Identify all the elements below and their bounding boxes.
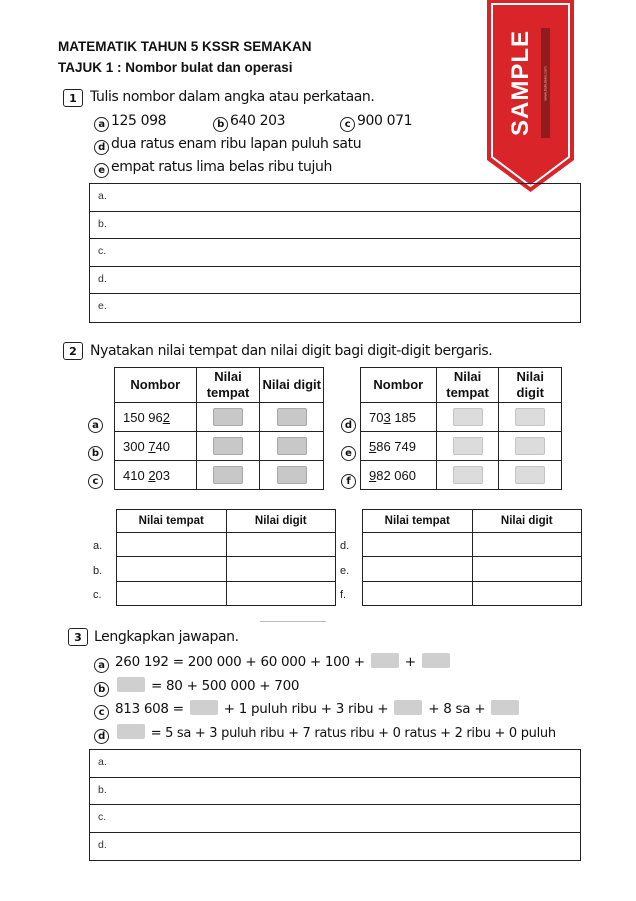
q2-table-right <box>360 367 562 490</box>
ribbon-strip: www.bukuteks.com <box>541 28 550 138</box>
answer-cell[interactable] <box>472 533 581 557</box>
letter-d-circle: d <box>94 140 109 155</box>
q3-item-d <box>94 724 556 744</box>
table-row <box>115 432 324 461</box>
q3-a-text: 260 192 = 200 000 + 60 000 + 100 + <box>115 654 365 670</box>
q3-c-text-1: 813 608 = <box>115 701 184 717</box>
answer-cell[interactable] <box>363 581 473 605</box>
blank-box[interactable] <box>371 653 399 668</box>
answer-header-nilai-digit: Nilai digit <box>226 510 335 533</box>
question-1-instruction: Tulis nombor dalam angka atau perkataan. <box>90 89 375 105</box>
worksheet-header <box>58 38 312 77</box>
question-2-instruction: Nyatakan nilai tempat dan nilai digit bagi digit-digit bergaris. <box>90 343 493 359</box>
blank-box[interactable] <box>394 700 422 715</box>
table-row <box>363 557 582 581</box>
blank-box[interactable] <box>117 724 145 739</box>
number-cell: 982 060 <box>361 461 437 490</box>
table-row <box>361 461 562 490</box>
q2-answer-table-left <box>116 509 336 606</box>
table-row <box>361 403 562 432</box>
answer-cell[interactable] <box>363 533 473 557</box>
header-nilai-tempat: Nilai tempat <box>436 368 499 403</box>
answer-cell[interactable] <box>226 533 335 557</box>
header-nombor: Nombor <box>115 368 197 403</box>
q1-answer-box <box>89 183 581 323</box>
answer-header-nilai-tempat: Nilai tempat <box>117 510 227 533</box>
question-3-number: 3 <box>68 628 88 646</box>
number-cell: 410 203 <box>115 461 197 490</box>
digit-value-cell[interactable] <box>260 461 324 490</box>
q3-a-plus: + <box>404 654 416 670</box>
number-cell: 703 185 <box>361 403 437 432</box>
row-letter-f: f <box>341 474 356 489</box>
answer-row-b[interactable]: b. <box>90 778 580 806</box>
answer-cell[interactable] <box>117 557 227 581</box>
place-value-cell[interactable] <box>436 403 499 432</box>
q3-item-b <box>94 677 299 697</box>
blank-box[interactable] <box>117 677 145 692</box>
digit-value-cell[interactable] <box>499 461 562 490</box>
digit-value-cell[interactable] <box>499 432 562 461</box>
q1-item-b-text: 640 203 <box>230 113 286 129</box>
table-row <box>115 461 324 490</box>
blank-box[interactable] <box>190 700 218 715</box>
answer-letter-e: e. <box>340 565 350 577</box>
answer-letter-b: b. <box>93 565 103 577</box>
answer-cell[interactable] <box>226 581 335 605</box>
worksheet-title: MATEMATIK TAHUN 5 KSSR SEMAKAN <box>58 39 312 54</box>
q3-item-c <box>94 700 521 720</box>
row-letter-b: b <box>88 446 103 461</box>
q2-answer-table-right <box>362 509 582 606</box>
digit-value-cell[interactable] <box>499 403 562 432</box>
question-3-instruction: Lengkapkan jawapan. <box>94 629 239 645</box>
digit-value-cell[interactable] <box>260 432 324 461</box>
letter-e-circle: e <box>94 163 109 178</box>
number-cell: 300 740 <box>115 432 197 461</box>
answer-cell[interactable] <box>226 557 335 581</box>
answer-cell[interactable] <box>363 557 473 581</box>
question-1-number: 1 <box>63 89 83 107</box>
q1-item-c-text: 900 071 <box>357 113 413 129</box>
letter-b-circle: b <box>213 117 228 132</box>
table-row <box>117 557 336 581</box>
table-row <box>115 403 324 432</box>
place-value-cell[interactable] <box>196 432 260 461</box>
blank-box[interactable] <box>491 700 519 715</box>
answer-letter-c: c. <box>93 589 102 601</box>
answer-header-nilai-digit: Nilai digit <box>472 510 581 533</box>
blank-box[interactable] <box>422 653 450 668</box>
answer-header-nilai-tempat: Nilai tempat <box>363 510 473 533</box>
q3-d-text: = 5 sa + 3 puluh ribu + 7 ratus ribu + 0 ratus + 2 ribu + 0 puluh <box>150 726 556 741</box>
answer-cell[interactable] <box>472 557 581 581</box>
letter-d-circle: d <box>94 729 109 744</box>
answer-letter-d: d. <box>340 540 350 552</box>
header-nilai-tempat: Nilai tempat <box>196 368 260 403</box>
question-2-number: 2 <box>63 342 83 360</box>
q1-item-e <box>94 159 332 178</box>
q1-item-e-text: empat ratus lima belas ribu tujuh <box>111 159 332 175</box>
sample-label: SAMPLE <box>507 29 535 137</box>
header-nombor: Nombor <box>361 368 437 403</box>
q1-item-d-text: dua ratus enam ribu lapan puluh satu <box>111 136 362 152</box>
place-value-cell[interactable] <box>196 403 260 432</box>
answer-row-e[interactable]: e. <box>98 300 107 313</box>
answer-cell[interactable] <box>117 581 227 605</box>
q3-c-text-2: + 1 puluh ribu + 3 ribu + <box>223 701 389 717</box>
answer-row-b[interactable]: b. <box>90 212 580 240</box>
header-nilai-digit: Nilai digit <box>260 368 324 403</box>
table-row <box>363 533 582 557</box>
worksheet-topic: TAJUK 1 : Nombor bulat dan operasi <box>58 60 293 75</box>
table-row <box>117 533 336 557</box>
number-cell: 586 749 <box>361 432 437 461</box>
letter-a-circle: a <box>94 658 109 673</box>
letter-b-circle: b <box>94 682 109 697</box>
answer-row-d[interactable]: d. <box>90 267 580 295</box>
row-letter-c: c <box>88 474 103 489</box>
row-letter-a: a <box>88 418 103 433</box>
header-nilai-digit: Nilai digit <box>499 368 562 403</box>
answer-cell[interactable] <box>472 581 581 605</box>
digit-value-cell[interactable] <box>260 403 324 432</box>
place-value-cell[interactable] <box>196 461 260 490</box>
table-row <box>361 432 562 461</box>
q1-item-b <box>213 113 285 132</box>
number-cell: 150 962 <box>115 403 197 432</box>
q3-b-text: = 80 + 500 000 + 700 <box>151 678 300 694</box>
letter-c-circle: c <box>340 117 355 132</box>
letter-a-circle: a <box>94 117 109 132</box>
table-row <box>363 581 582 605</box>
answer-cell[interactable] <box>117 533 227 557</box>
q1-item-c <box>340 113 412 132</box>
answer-letter-f: f. <box>340 589 347 601</box>
q3-item-a <box>94 653 452 673</box>
q3-answer-box <box>89 749 581 861</box>
answer-row-a[interactable]: a. <box>90 750 580 778</box>
answer-row-a[interactable]: a. <box>90 184 580 212</box>
q1-item-d <box>94 136 361 155</box>
answer-row-c[interactable]: c. <box>90 239 580 267</box>
place-value-cell[interactable] <box>436 432 499 461</box>
letter-c-circle: c <box>94 705 109 720</box>
sample-ribbon <box>487 0 574 192</box>
q1-item-a-text: 125 098 <box>111 113 167 129</box>
table-row <box>117 581 336 605</box>
answer-row-d[interactable]: d. <box>98 838 107 851</box>
row-letter-e: e <box>341 446 356 461</box>
answer-letter-a: a. <box>93 540 103 552</box>
answer-row-c[interactable]: c. <box>90 805 580 833</box>
q2-table-left <box>114 367 324 490</box>
q3-c-text-3: + 8 sa + <box>428 701 486 717</box>
row-letter-d: d <box>341 418 356 433</box>
q1-item-a <box>94 113 166 132</box>
place-value-cell[interactable] <box>436 461 499 490</box>
section-divider <box>260 621 326 622</box>
